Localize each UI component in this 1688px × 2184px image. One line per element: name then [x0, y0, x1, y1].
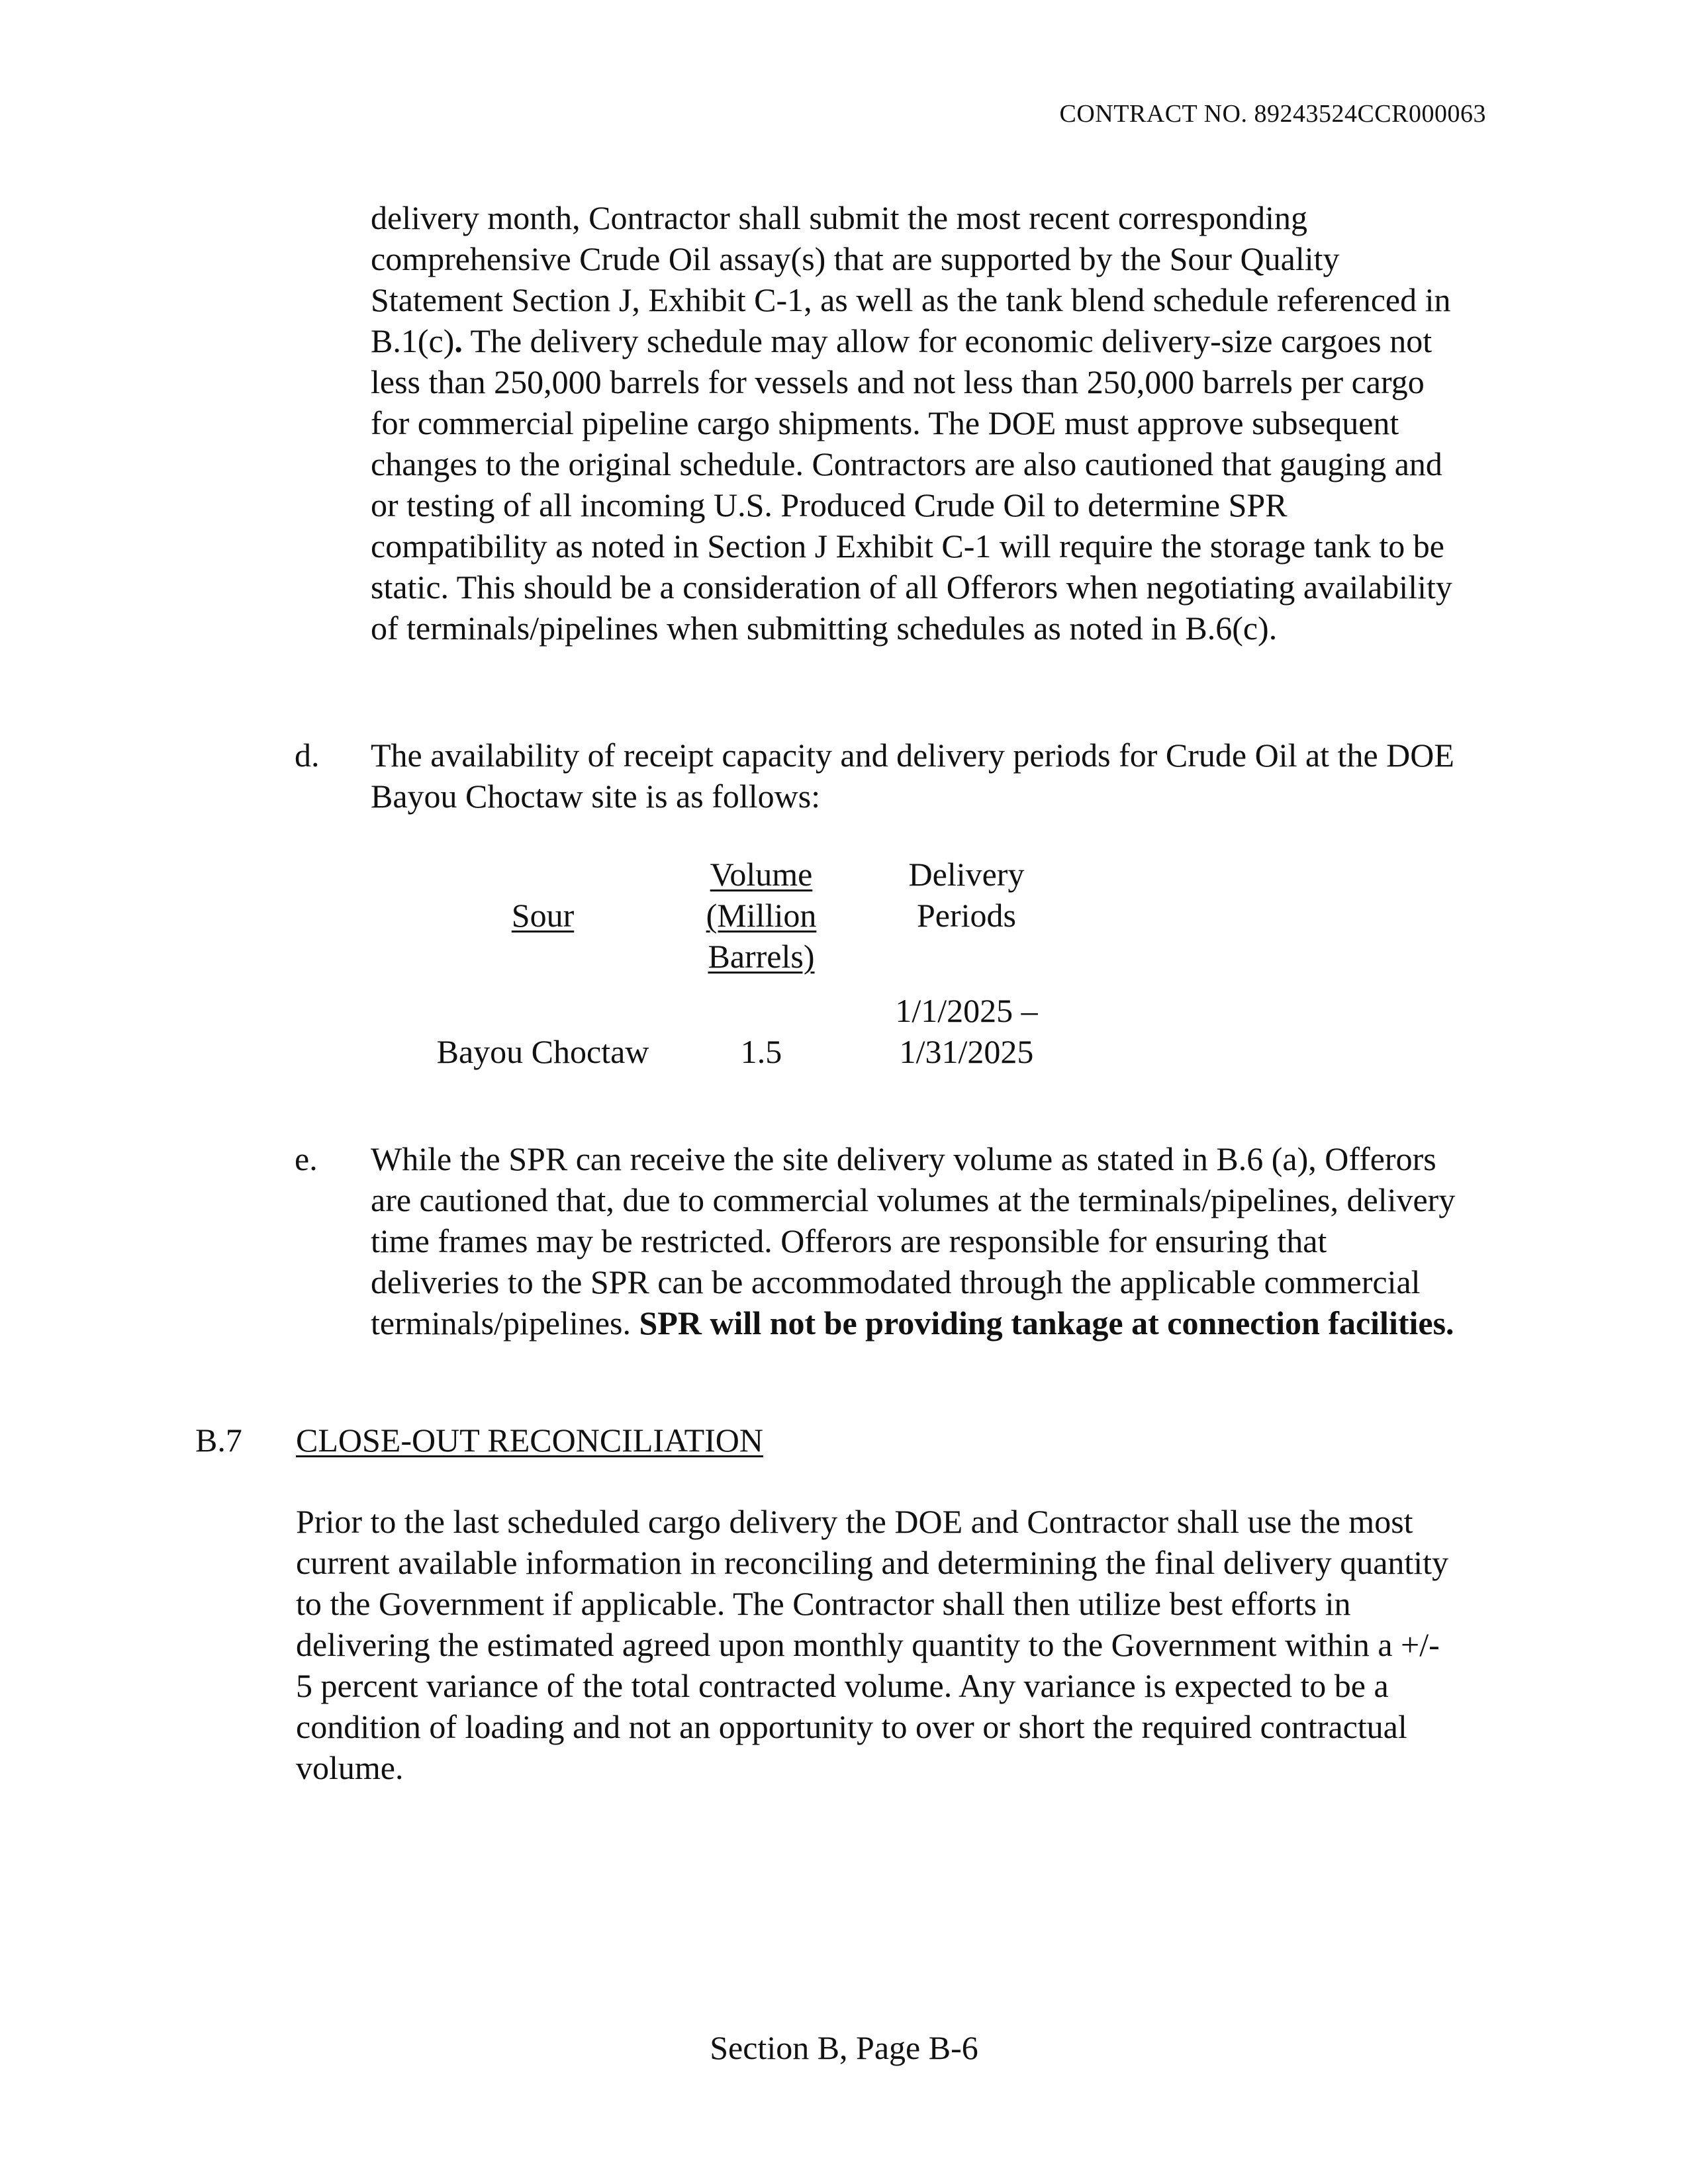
item-e-text-bold: SPR will not be providing tankage at connection facilities.: [639, 1304, 1454, 1342]
delivery-capacity-table: [397, 854, 1192, 1092]
contract-number-header: CONTRACT NO. 89243524CCR000063: [1059, 100, 1486, 128]
section-title: CLOSE-OUT RECONCILIATION: [296, 1422, 763, 1459]
table-header-volume: Volume (Million Barrels): [706, 856, 817, 975]
table-cell-site: Bayou Choctaw: [436, 1033, 649, 1070]
continued-paragraph-text-2: The delivery schedule may allow for economic delivery-size cargoes not less than 250,000 barrels for vessels and not less than 250,000 barrels per cargo for commercial pipeline cargo shipments. The DOE must approve subsequent changes to the original schedule. Contractors are also cautioned that gauging and or testing of all incoming U.S. Produced Crude Oil to determine SPR compatibility as noted in Section J Exhibit C-1 will require the storage tank to be static. This should be a consideration of all Offerors when negotiating availability of terminals/pipelines when submitting schedules as noted in B.6(c).: [371, 322, 1452, 647]
item-e-letter: e.: [295, 1140, 318, 1177]
section-number: B.7: [195, 1422, 242, 1459]
continued-paragraph-bold-period: .: [454, 322, 463, 359]
table-cell-delivery-period: 1/1/2025 – 1/31/2025: [895, 992, 1038, 1070]
item-d-letter: d.: [295, 737, 320, 774]
item-e-text: [371, 1138, 1460, 1343]
continued-paragraph-text-1: delivery month, Contractor shall submit the most recent corresponding comprehensive Crude Oil assay(s) that are supported by the Sour Quality Statement Section J, Exhibit C-1, as well as the tank blend schedule referenced in B.1(c): [371, 199, 1451, 359]
table-header-delivery-periods: Delivery Periods: [908, 856, 1025, 934]
page-footer: Section B, Page B-6: [710, 2029, 978, 2066]
table-cell-volume: 1.5: [740, 1033, 782, 1070]
table-header-sour: Sour: [511, 897, 575, 934]
item-e-text-plain: While the SPR can receive the site delivery volume as stated in B.6 (a), Offerors are cautioned that, due to commercial volumes at the terminals/pipelines, delivery time frames may be restricted. Offerors are responsible for ensuring that deliveries to the SPR can be accommodated through the applicable commercial terminals/pipelines.: [371, 1140, 1456, 1342]
item-d-text: The availability of receipt capacity and delivery periods for Crude Oil at the DOE Bayou Choctaw site is as follows:: [371, 737, 1454, 815]
continued-paragraph: [371, 197, 1456, 649]
section-b7-body: Prior to the last scheduled cargo delivery the DOE and Contractor shall use the most current available information in reconciling and determining the final delivery quantity to the Government if applicable. The Contractor shall then utilize best efforts in delivering the estimated agreed upon monthly quantity to the Government within a +/- 5 percent variance of the total contracted volume. Any variance is expected to be a condition of loading and not an opportunity to over or short the required contractual volume.: [296, 1503, 1449, 1786]
item-d: [295, 735, 1460, 817]
item-e: [295, 1138, 1460, 1343]
